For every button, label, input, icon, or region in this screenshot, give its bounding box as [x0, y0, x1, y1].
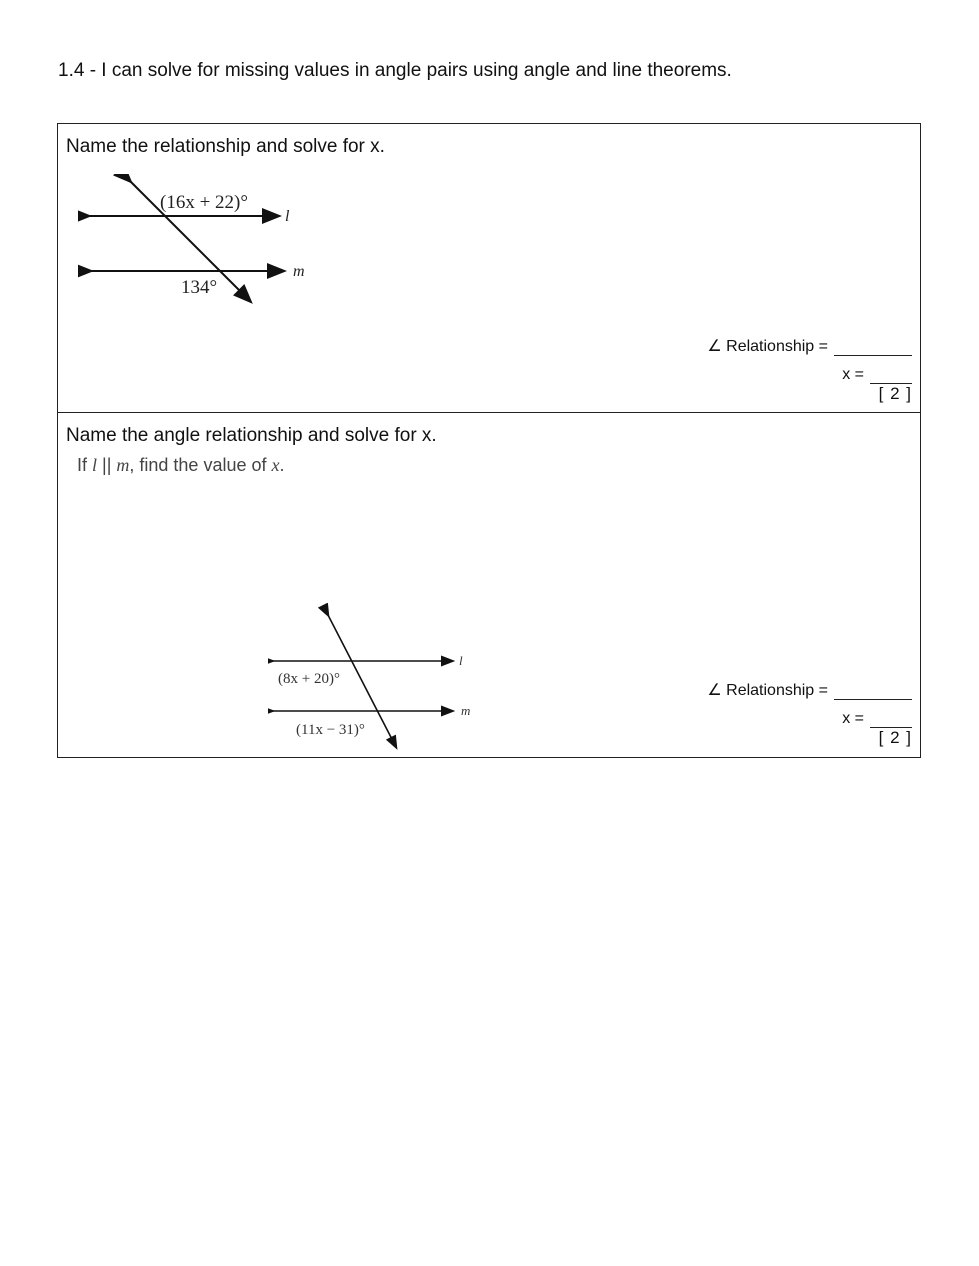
question-2-diagram: [268, 603, 508, 753]
relationship-blank[interactable]: [834, 339, 912, 356]
subprompt-prefix: If: [77, 455, 93, 475]
line-l-label: l: [459, 653, 463, 668]
line-l-label: l: [285, 208, 290, 225]
page-heading: 1.4 - I can solve for missing values in angle pairs using angle and line theorems.: [58, 60, 732, 81]
question-2-cell: [58, 413, 920, 757]
angle-top-label: (8x + 20)°: [278, 671, 340, 687]
angle-bottom-label: (11x − 31)°: [296, 722, 365, 738]
x-blank[interactable]: [870, 367, 912, 384]
question-1-diagram: [78, 174, 338, 314]
points-badge: [ 2 ]: [878, 728, 912, 747]
subprompt-m: m: [116, 455, 130, 475]
subprompt-end: .: [279, 455, 285, 475]
angle-top-label: (16x + 22)°: [160, 192, 248, 213]
questions-table: [57, 123, 921, 758]
line-m-label: m: [293, 263, 305, 280]
x-label: x =: [842, 366, 864, 383]
x-blank[interactable]: [870, 711, 912, 728]
question-2-prompt: Name the angle relationship and solve for x.: [66, 425, 437, 446]
question-1-answers: [707, 328, 912, 404]
points-badge: [ 2 ]: [878, 384, 912, 403]
relationship-label: ∠ Relationship =: [707, 682, 828, 699]
question-2-subprompt: [77, 455, 285, 476]
question-1-cell: [58, 124, 920, 413]
subprompt-x: x: [271, 455, 280, 475]
relationship-label: ∠ Relationship =: [707, 338, 828, 355]
subprompt-l: l: [92, 455, 98, 475]
angle-bottom-label: 134°: [181, 277, 218, 298]
relationship-blank[interactable]: [834, 683, 912, 700]
question-1-prompt: Name the relationship and solve for x.: [66, 136, 385, 157]
subprompt-suffix: , find the value of: [129, 455, 272, 475]
question-2-answers: [707, 672, 912, 748]
subprompt-mid: ||: [97, 455, 117, 475]
line-m-label: m: [461, 703, 471, 718]
x-label: x =: [842, 710, 864, 727]
